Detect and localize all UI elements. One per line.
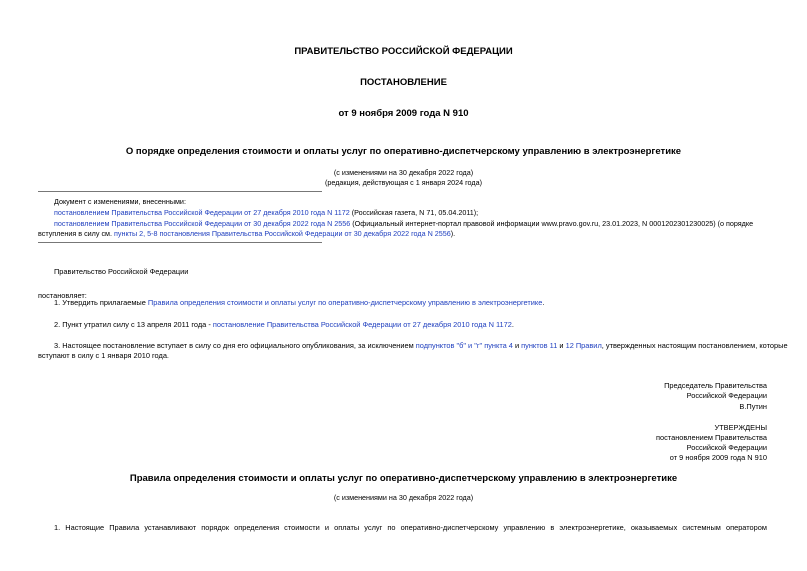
change-link-2[interactable]: постановлением Правительства Российской Федерации от 30 декабря 2022 года N 2556 — [54, 219, 351, 228]
amended-note: (с изменениями на 30 декабря 2022 года) — [333, 168, 474, 177]
rules-p1-word: 1. — [54, 523, 61, 532]
document-title: О порядке определения стоимости и оплаты услуг по оперативно-диспетчерскому управлению в электроэнергетике — [125, 146, 682, 157]
subpoints-link[interactable]: подпунктов "б" и "г" пункта 4 — [415, 341, 513, 350]
decree-1172-link[interactable]: постановление Правительства Российской Федерации от 27 декабря 2010 года N 1172 — [212, 320, 512, 329]
approved-label: УТВЕРЖДЕНЫ — [714, 423, 767, 432]
points-12-link[interactable]: 12 Правил — [565, 341, 602, 350]
rules-p1-word: стоимости — [284, 523, 320, 532]
change-item-1: постановлением Правительства Российской Федерации от 27 декабря 2010 года N 1172 (Российская газета, N 71, 05.04.2011); — [54, 208, 479, 217]
rules-link[interactable]: Правила определения стоимости и оплаты услуг по оперативно-диспетчерскому управлению в электроэнергетике — [147, 298, 543, 307]
rules-p1-word: по — [387, 523, 396, 532]
date-number-heading: от 9 ноября 2009 года N 910 — [338, 108, 469, 119]
government-text: Правительство Российской Федерации — [54, 267, 189, 276]
paragraph-3: 3. Настоящее постановление вступает в силу со дня его официального опубликования, за исключением подпунктов "б" и "г" пункта 4 и пунктов 11 и 12 Правил, утвержденных настоящим постановлением, которые — [54, 341, 788, 350]
rules-title: Правила определения стоимости и оплаты услуг по оперативно-диспетчерскому управлению в электроэнергетике — [129, 473, 678, 484]
rules-p1-word: оказываемых — [630, 523, 678, 532]
rules-p1-word: определения — [234, 523, 280, 532]
approved-by: постановлением Правительства — [656, 433, 767, 442]
rules-p1-word: оплаты — [334, 523, 360, 532]
rules-p1-word: в — [550, 523, 555, 532]
change-link-1[interactable]: постановлением Правительства Российской Федерации от 27 декабря 2010 года N 1172 — [54, 208, 350, 217]
rules-p1-word: Настоящие — [65, 523, 105, 532]
rules-p1-word: оператором — [725, 523, 767, 532]
rules-p1-word: системным — [682, 523, 721, 532]
rules-p1-word: управлению — [503, 523, 546, 532]
signature-country: Российской Федерации — [686, 391, 767, 400]
doc-type-heading: ПОСТАНОВЛЕНИЕ — [360, 77, 447, 88]
points-11-link[interactable]: пунктов 11 — [521, 341, 558, 350]
rules-amended-note: (с изменениями на 30 декабря 2022 года) — [333, 493, 474, 502]
approved-country: Российской Федерации — [686, 443, 767, 452]
change-item-2: постановлением Правительства Российской Федерации от 30 декабря 2022 года N 2556 (Официальный интернет-портал правовой информации www.pravo.gov.ru, 23.01.2023, N 0001202301230025) (о порядке — [54, 219, 754, 228]
rules-p1-word: Правила — [109, 523, 140, 532]
paragraph-3-cont: вступают в силу с 1 января 2010 года. — [38, 351, 169, 360]
rules-p1-word: и — [324, 523, 330, 532]
change-item-2-cont: вступления в силу см. пункты 2, 5-8 постановления Правительства Российской Федерации от 30 декабря 2022 года N 2556). — [38, 229, 456, 238]
paragraph-1: 1. Утвердить прилагаемые Правила определения стоимости и оплаты услуг по оперативно-диспетчерскому управлению в электроэнергетике. — [54, 298, 545, 307]
approved-date: от 9 ноября 2009 года N 910 — [669, 453, 767, 462]
rules-p1-word: услуг — [364, 523, 383, 532]
rules-p1-word: электроэнергетике, — [559, 523, 626, 532]
paragraph-2: 2. Пункт утратил силу с 13 апреля 2011 года - постановление Правительства Российской Федерации от 27 декабря 2010 года N 1172. — [54, 320, 514, 329]
changes-intro: Документ с изменениями, внесенными: — [54, 197, 186, 206]
changes-top-divider — [38, 191, 322, 192]
change-link-3[interactable]: пункты 2, 5-8 постановления Правительства Российской Федерации от 30 декабря 2022 года N 2556 — [114, 229, 451, 238]
edition-note: (редакция, действующая с 1 января 2024 года) — [325, 178, 482, 187]
signature-name: В.Путин — [739, 402, 767, 411]
rules-p1-word: устанавливают — [144, 523, 197, 532]
rules-p1-word: порядок — [201, 523, 230, 532]
authority-heading: ПРАВИТЕЛЬСТВО РОССИЙСКОЙ ФЕДЕРАЦИИ — [294, 46, 513, 57]
signature-position: Председатель Правительства — [664, 381, 767, 390]
rules-p1-word: оперативно-диспетчерскому — [400, 523, 499, 532]
decrees-text: постановляет: — [38, 291, 87, 300]
rules-paragraph-1 — [54, 523, 767, 532]
changes-bottom-divider — [38, 242, 322, 243]
